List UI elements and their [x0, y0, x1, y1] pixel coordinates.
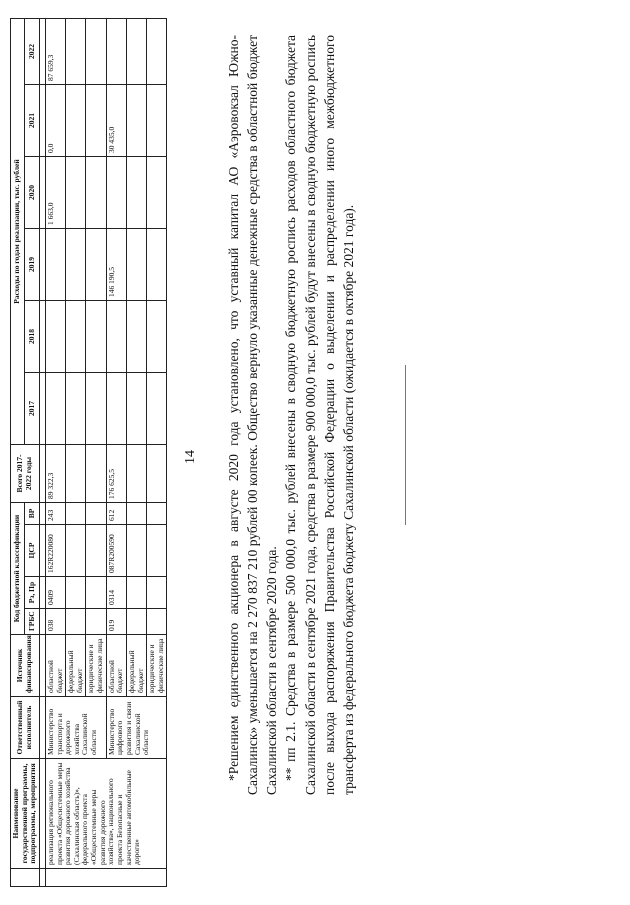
total-cell: 89 322,3	[45, 445, 65, 503]
rzpr-cell: 0314	[106, 577, 126, 609]
row-blank-cell	[45, 869, 167, 887]
budget-table	[10, 18, 167, 887]
header-vr: ВР	[25, 503, 39, 525]
source-cell: федеральный бюджет	[126, 635, 146, 697]
source-cell: федеральный бюджет	[66, 635, 86, 697]
footnote-2: ** пп 2.1. Средства в размере 500 000,0 тыс. рублей внесены в сводную бюджетную роспись расходов областного бюджета Сахалинской области в сентябре 2021 года, средства в размере 900 000,0 тыс. рублей будут внесены в сводную бюджетную роспись после выхода распоряжения Правительства Российской Федерации о выделении и распределении иного межбюджетного трансферта из федерального бюджета бюджету Сахалинской области (ожидается в октябре 2021 года).	[283, 35, 356, 795]
year-cell: 87 659,3	[45, 19, 65, 85]
page-number: 14	[183, 450, 198, 464]
header-name: Наименование государственной программы, подпрограммы, мероприятия	[11, 759, 40, 869]
header-year: 2017	[25, 373, 39, 445]
source-cell: областной бюджет	[106, 635, 126, 697]
header-year: 2020	[25, 157, 39, 229]
executor-cell: Министерство транспорта и дорожного хозяйства Сахалинской области	[45, 697, 106, 759]
vr-cell: 243	[45, 503, 65, 525]
year-cell	[106, 301, 126, 373]
header-year: 2022	[25, 19, 39, 85]
header-codes-group: Код бюджетной классификации	[11, 503, 25, 635]
header-rzpr: Рз, Пр	[25, 577, 39, 609]
table-row	[106, 19, 126, 887]
year-cell: 146 190,5	[106, 229, 126, 301]
executor-cell: Министерство цифрового развития и связи Сахалинской области	[106, 697, 167, 759]
source-cell: юридические и физические лица	[147, 635, 167, 697]
header-csr: ЦСР	[25, 525, 39, 577]
footnote-1: *Решением единственного акционера в августе 2020 года установлено, что уставный капитал АО «Аэровокзал Южно-Сахалинск» уменьшается на 2 270 837 210 рублей 00 копеек. Общество вернуло указанные денежные средства в областной бюджет Сахалинской области в сентябре 2020 года.	[226, 35, 280, 795]
year-cell	[106, 157, 126, 229]
header-blank	[11, 869, 40, 887]
footnotes	[224, 35, 358, 795]
csr-cell: 162R220080	[45, 525, 65, 577]
source-cell: юридические и физические лица	[86, 635, 106, 697]
source-cell: областной бюджет	[45, 635, 65, 697]
grbs-cell: 038	[45, 609, 65, 635]
table-row	[45, 19, 65, 887]
grbs-cell: 019	[106, 609, 126, 635]
header-year: 2021	[25, 85, 39, 157]
year-cell: 0,0	[45, 85, 65, 157]
header-year: 2018	[25, 301, 39, 373]
header-expenses-group: Расходы по годам реализации, тыс. рублей	[11, 19, 25, 445]
header-total: Всего 2017-2022 годы	[11, 445, 40, 503]
year-cell: 30 435,0	[106, 85, 126, 157]
csr-cell: 087R200590	[106, 525, 126, 577]
header-row-1	[11, 19, 25, 887]
rzpr-cell: 0409	[45, 577, 65, 609]
vr-cell: 612	[106, 503, 126, 525]
header-grbs: ГРБС	[25, 609, 39, 635]
header-year: 2019	[25, 229, 39, 301]
header-source: Источник финансирования	[11, 635, 40, 697]
scan-artifact-line	[405, 365, 406, 525]
total-cell: 176 625,5	[106, 445, 126, 503]
year-cell	[106, 373, 126, 445]
header-executor: Ответственный исполнитель	[11, 697, 40, 759]
year-cell	[106, 19, 126, 85]
measure-name: реализация регионального проекта «Общесистемные меры развития дорожного хозяйства (Сахалинская область)», федерального проекта «Общесистемные меры развития дорожного хозяйства», национального проекта Безопасные и качественные автомобильные дороги»	[45, 759, 167, 869]
year-cell	[45, 373, 65, 445]
year-cell	[45, 301, 65, 373]
year-cell: 1 663,0	[45, 157, 65, 229]
year-cell	[45, 229, 65, 301]
